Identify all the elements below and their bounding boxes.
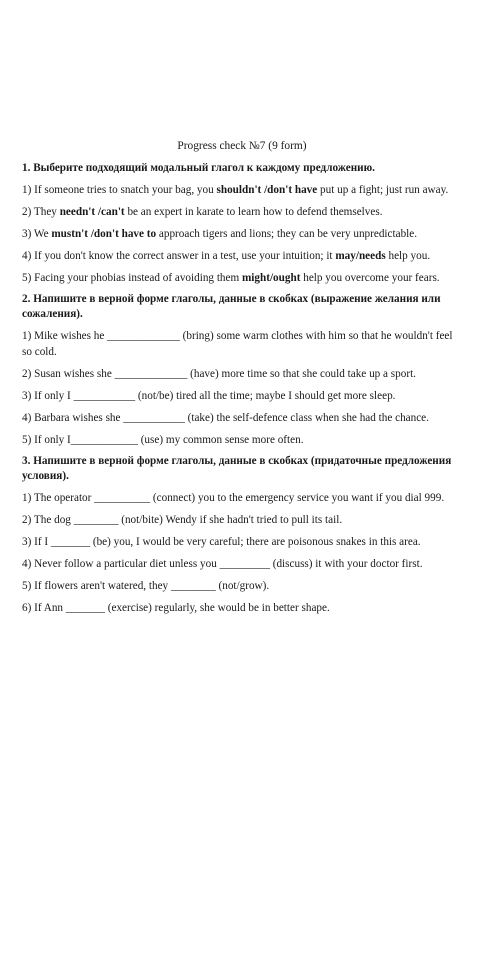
exercise-item [22,512,462,528]
item-text-end: be an expert in karate to learn how to defend themselves. [124,206,383,218]
exercise-item [22,490,462,506]
answer-blank: _____________ [114,368,188,380]
exercise-item [22,600,462,616]
section-2-heading: 2. Напишите в верной форме глаголы, данные в скобках (выражение желания или сожаления). [22,293,441,320]
modal-verb-choice: might/ought [241,272,301,284]
item-text-start: 4) Barbara wishes she [22,412,124,424]
answer-blank: ___________ [123,412,185,424]
item-text-start: 5) If flowers aren't watered, they [22,580,171,592]
item-text-start: 2) They [22,206,60,218]
modal-verb-choice: shouldn't /don't have [216,184,318,196]
item-text-end: (take) the self-defence class when she had the chance. [184,412,429,424]
item-text-end: (connect) you to the emergency service you want if you dial 999. [150,492,445,504]
item-text-start: 1) Mike wishes he [22,330,108,342]
section-1-items [22,182,462,286]
item-text-end: approach tigers and lions; they can be very unpredictable. [156,228,418,240]
item-text-start: 5) Facing your phobias instead of avoiding them [22,272,242,284]
answer-blank: ________ [170,580,216,592]
exercise-item [22,410,462,426]
item-text-start: 1) If someone tries to snatch your bag, you [22,184,217,196]
answer-blank: __________ [94,492,151,504]
answer-blank: ________ [73,514,119,526]
answer-blank: ___________ [73,390,136,402]
worksheet-document [22,138,462,622]
exercise-item [22,556,462,572]
item-text-start: 2) Susan wishes she [22,368,115,380]
exercise-item [22,204,462,220]
item-text-end: (be) you, I would be very careful; there are poisonous snakes in this area. [90,536,421,548]
item-text-end: help you. [385,250,431,262]
answer-blank: _______ [65,602,105,614]
exercise-item [22,270,462,286]
page-title: Progress check №7 (9 form) [177,140,307,152]
item-text-start: 4) Never follow a particular diet unless you [22,558,220,570]
modal-verb-choice: mustn't /don't have to [51,228,157,240]
exercise-item [22,248,462,264]
item-text-start: 1) The operator [22,492,95,504]
exercise-item [22,182,462,198]
item-text-start: 3) If only I [22,390,74,402]
modal-verb-choice: needn't /can't [59,206,125,218]
item-text-end: (not/bite) Wendy if she hadn't tried to pull its tail. [118,514,343,526]
exercise-item [22,578,462,594]
exercise-item [22,328,462,360]
item-text-start: 6) If Ann [22,602,66,614]
item-text-start: 3) We [22,228,52,240]
item-text-start: 5) If only I [22,434,71,446]
item-text-start: 3) If I [22,536,51,548]
answer-blank: _________ [219,558,270,570]
answer-blank: _______ [50,536,91,548]
section-3-heading: 3. Напишите в верной форме глаголы, данные в скобках (придаточные предложения условия). [22,455,452,482]
item-text-end: (use) my common sense more often. [137,434,304,446]
item-text-end: (exercise) regularly, she would be in better shape. [104,602,330,614]
section-1-heading: 1. Выберите подходящий модальный глагол к каждому предложению. [22,162,375,174]
item-text-start: 2) The dog [22,514,74,526]
section-2-items [22,328,462,448]
exercise-item [22,432,462,448]
item-text-end: (bring) some warm clothes with him so that he wouldn't feel so cold. [22,330,453,358]
item-text-end: (have) more time so that she could take up a sport. [187,368,416,380]
modal-verb-choice: may/needs [335,250,386,262]
exercise-item [22,366,462,382]
item-text-end: (discuss) it with your doctor first. [269,558,423,570]
section-3-items [22,490,462,616]
item-text-end: put up a fight; just run away. [317,184,449,196]
answer-blank: ____________ [70,434,138,446]
answer-blank: _____________ [107,330,180,342]
exercise-item [22,534,462,550]
item-text-end: help you overcome your fears. [300,272,440,284]
item-text-end: (not/be) tired all the time; maybe I should get more sleep. [135,390,396,402]
exercise-item [22,226,462,242]
item-text-end: (not/grow). [215,580,270,592]
exercise-item [22,388,462,404]
item-text-start: 4) If you don't know the correct answer in a test, use your intuition; it [22,250,336,262]
